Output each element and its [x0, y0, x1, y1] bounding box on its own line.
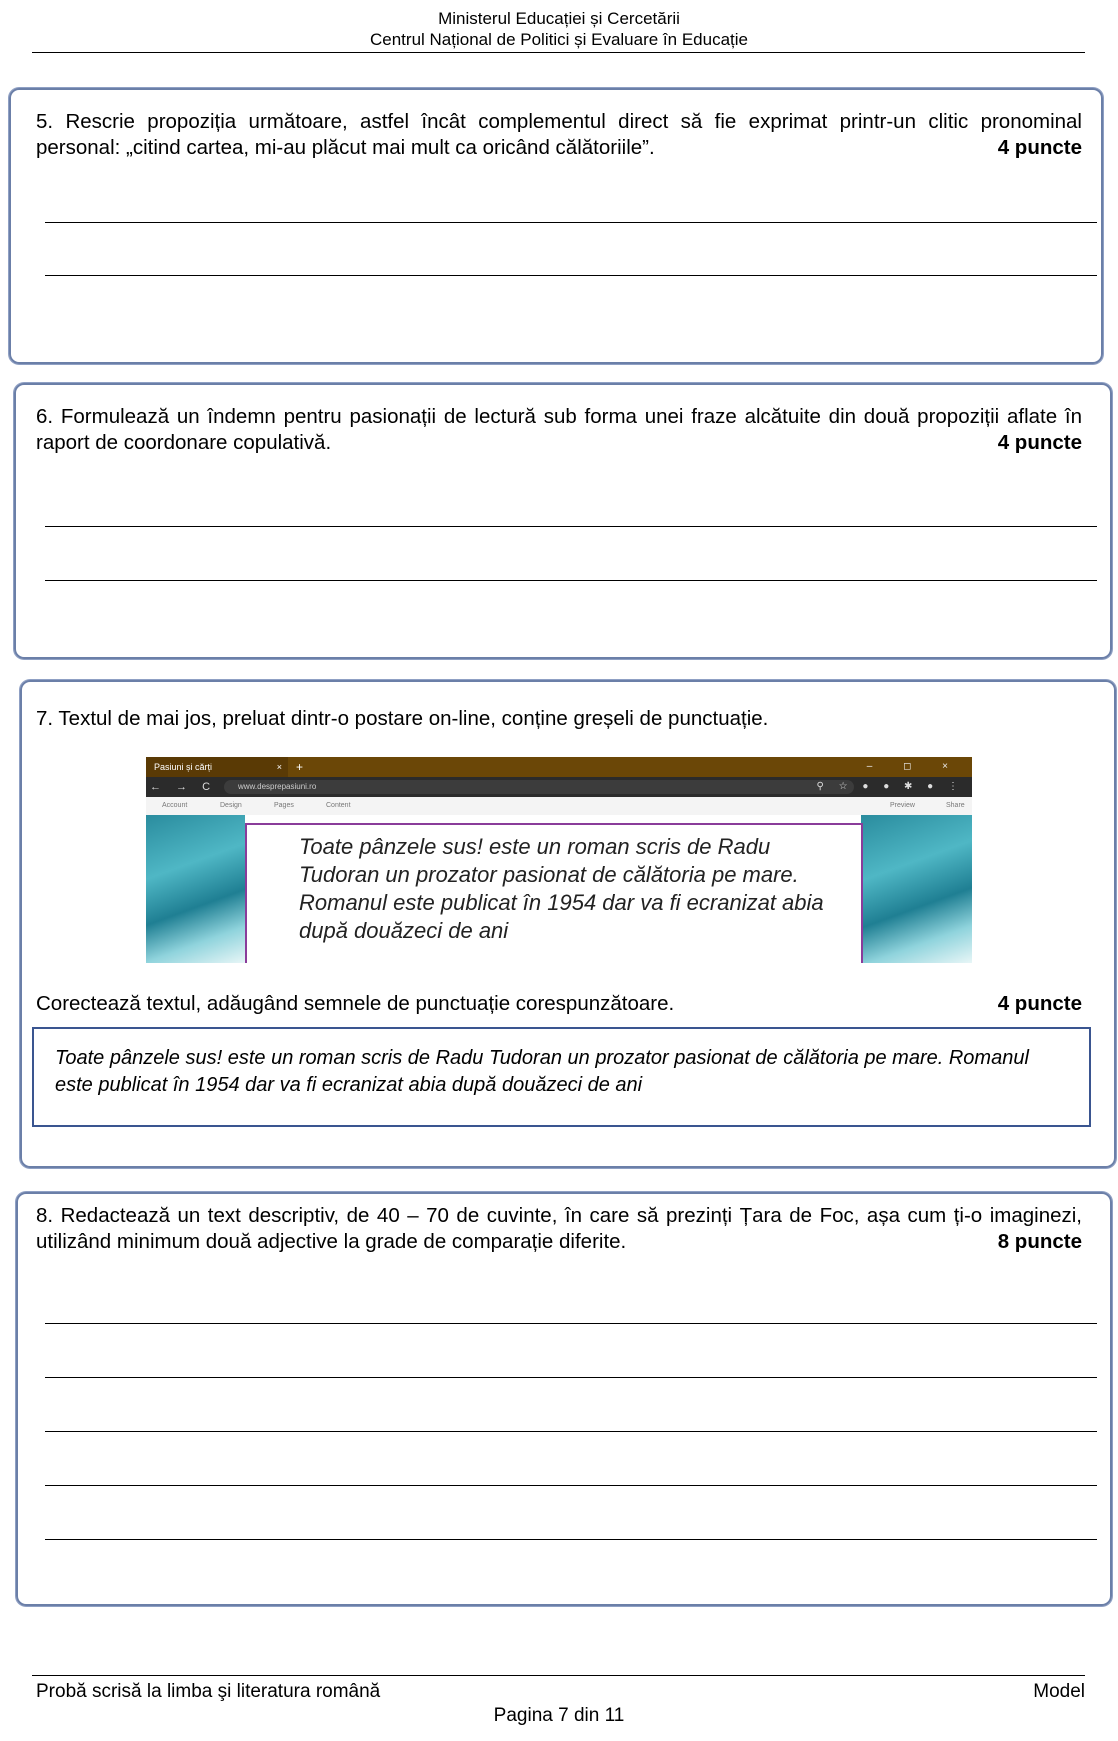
answer-line[interactable] [45, 1377, 1097, 1378]
answer-line[interactable] [45, 526, 1097, 527]
question-5-points: 4 puncte [997, 136, 1082, 159]
toolbar-design[interactable]: Design [220, 802, 242, 809]
browser-tab-bar [146, 757, 972, 777]
footer-divider [32, 1675, 1085, 1676]
question-5-text: 5. Rescrie propoziția următoare, astfel încât complementul direct să fie exprimat printr-un clitic pronominal personal: „citind cartea, mi-au plăcut mai mult ca oricând călătoriile”. [36, 110, 1082, 159]
toolbar-preview[interactable]: Preview [890, 802, 915, 809]
question-8-text: 8. Redactează un text descriptiv, de 40 – 70 de cuvinte, în care să prezinți Țara de Foc, așa cum ți-o imaginezi, utilizând minimum două adjective la grade de comparație diferite. [36, 1204, 1082, 1253]
answer-line[interactable] [45, 1431, 1097, 1432]
question-6 [36, 404, 1082, 456]
answer-line[interactable] [45, 275, 1097, 276]
close-icon[interactable]: × [276, 762, 282, 772]
question-5 [36, 109, 1082, 161]
toolbar-account[interactable]: Account [162, 802, 188, 809]
sea-image-left [146, 815, 245, 963]
site-toolbar [146, 797, 972, 815]
question-8 [36, 1203, 1082, 1255]
url-input[interactable]: www.desprepasiuni.ro [224, 780, 854, 794]
answer-line[interactable] [45, 1539, 1097, 1540]
toolbar-share[interactable]: Share [946, 802, 965, 809]
header-divider [32, 52, 1085, 53]
answer-line[interactable] [45, 1323, 1097, 1324]
post-card [245, 823, 863, 963]
sea-image-right [861, 815, 972, 963]
answer-line[interactable] [45, 580, 1097, 581]
browser-tab-title: Pasiuni și cărți [154, 762, 213, 772]
footer-page-number: Pagina 7 din 11 [493, 1705, 625, 1726]
post-text: Toate pânzele sus! este un roman scris de Radu Tudoran un prozator pasionat de călătoria pe mare. Romanul este publicat în 1954 dar va fi ecranizat abia după douăzeci de ani [299, 834, 824, 943]
nav-arrows-icon[interactable]: ← → C [150, 781, 217, 793]
browser-screenshot [146, 757, 972, 963]
question-7-answer-box[interactable] [32, 1027, 1091, 1127]
toolbar-content[interactable]: Content [326, 802, 351, 809]
question-6-text: 6. Formulează un îndemn pentru pasionații de lectură sub forma unei fraze alcătuite din două propoziții aflate în raport de coordonare copulativă. [36, 405, 1082, 454]
question-6-points: 4 puncte [997, 431, 1082, 454]
answer-line[interactable] [45, 1485, 1097, 1486]
browser-address-bar [146, 777, 972, 797]
question-7-intro: 7. Textul de mai jos, preluat dintr-o postare on-line, conține greșeli de punctuație. [36, 707, 769, 730]
question-7-task-text: Corectează textul, adăugând semnele de punctuație corespunzătoare. [36, 992, 675, 1015]
header-ministry: Ministerul Educației și Cercetării [438, 9, 680, 28]
page-header [0, 8, 1118, 50]
extension-icons[interactable]: ⚲ ☆ ● ● ✱ ● ⋮ [816, 781, 964, 792]
window-controls[interactable]: – ◻ × [866, 761, 962, 772]
toolbar-pages[interactable]: Pages [274, 802, 294, 809]
question-7-points: 4 puncte [997, 992, 1082, 1015]
footer-exam-title: Probă scrisă la limba şi literatura română [36, 1681, 381, 1702]
answer-line[interactable] [45, 222, 1097, 223]
footer-model: Model [1033, 1681, 1085, 1702]
header-center: Centrul Național de Politici și Evaluare în Educație [370, 30, 748, 49]
new-tab-icon[interactable]: + [296, 760, 304, 774]
question-8-points: 8 puncte [997, 1230, 1082, 1253]
question-7-answer-text[interactable]: Toate pânzele sus! este un roman scris de Radu Tudoran un prozator pasionat de călătoria pe mare. Romanul este publicat în 1954 dar va fi ecranizat abia după douăzeci de ani [55, 1047, 1029, 1096]
browser-tab[interactable] [146, 757, 288, 777]
question-7-task [36, 991, 1082, 1017]
